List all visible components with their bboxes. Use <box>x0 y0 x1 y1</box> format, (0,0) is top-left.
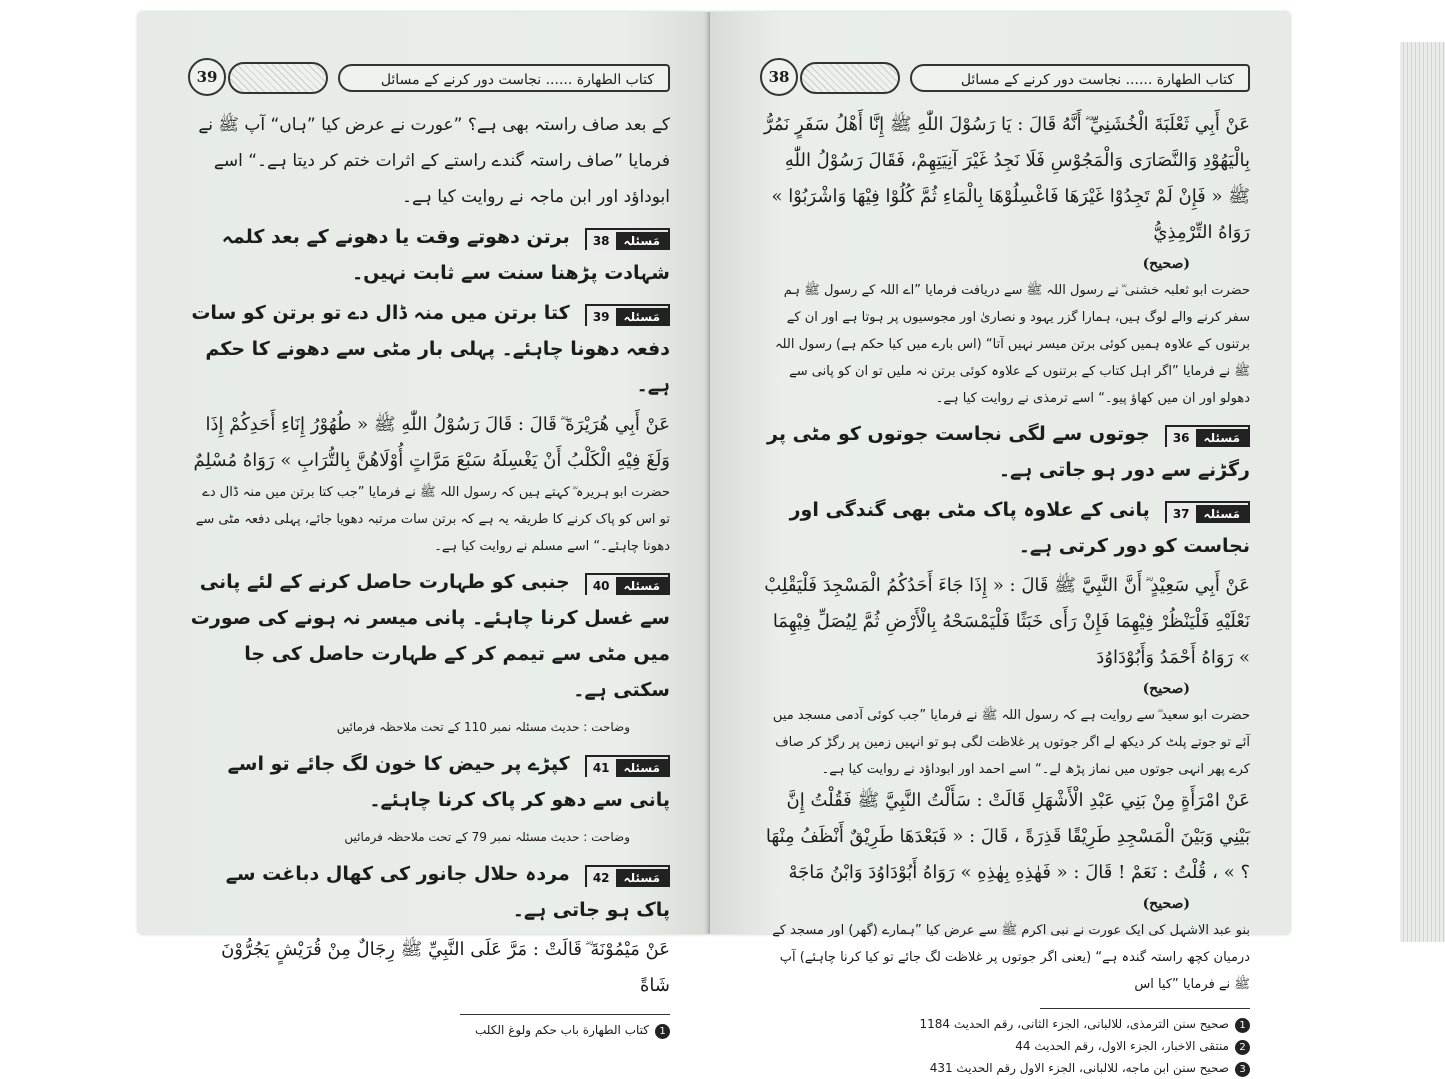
paragraph: کے بعد صاف راستہ بھی ہے؟ ”عورت نے عرض کیا ”ہاں“ آپ ﷺ نے فرمایا ”صاف راستہ گندے راستے کے اثرات ختم کر دیتا ہے۔“ اسے ابوداؤد اور ابن ماجہ نے روایت کیا ہے۔ <box>198 115 670 207</box>
masala-text: کتا برتن میں منہ ڈال دے تو برتن کو سات دفعہ دھونا چاہئے۔ پہلی بار مٹی سے دھونے کا حکم ہے۔ <box>191 302 670 396</box>
hadith-arabic: عَنْ أَبِي سَعِيْدٍ ؓ أَنَّ النَّبِيَّ ﷺ قَالَ : « إِذَا جَاءَ أَحَدُكُمُ الْمَسْجِدَ فَلْيَقْلِبْ نَعْلَيْهِ فَلْيَنْظُرْ فِيْهِمَا فَإِنْ رَأَى خَبَثًا فَلْيَمْسَحْهُ بِالْأَرْضِ ثُمَّ لِيُصَلِّ فِيْهِمَا » رَوَاهُ أَحْمَدُ وَأَبُوْدَاوُدَ <box>764 575 1250 668</box>
footnote-number: 1 <box>1235 1018 1250 1033</box>
header-ornament <box>228 62 328 94</box>
masala-text: پانی کے علاوہ پاک مٹی بھی گندگی اور نجاست کو دور کرتی ہے۔ <box>789 499 1250 557</box>
hadith-arabic: عَنْ أَبِي ثَعْلَبَةَ الْخُشَنِيِّ ؓ أَنَّهُ قَالَ : يَا رَسُوْلَ اللّٰهِ ﷺ إِنَّا أَهْلُ سَفَرٍ نَمُرُّ بِالْيَهُوْدِ وَالنَّصَارَى وَالْمَجُوْسِ فَلَا نَجِدُ غَيْرَ آنِيَتِهِمْ، فَقَالَ رَسُوْلُ اللّٰهِ ﷺ « فَإِنْ لَمْ تَجِدُوْا غَيْرَهَا فَاغْسِلُوْهَا بِالْمَاءِ ثُمَّ كُلُوْا فِيْهَا وَاشْرَبُوْا » رَوَاهُ التِّرْمِذِيُّ <box>763 114 1250 243</box>
masala-number: 36 <box>1167 429 1196 447</box>
header-title: کتاب الطهارة ...... نجاست دور کرنے کے مسائل <box>338 64 670 92</box>
masala-40 <box>188 564 670 708</box>
hadith-grade: (صحیح) <box>1142 896 1190 912</box>
hadith-arabic: عَنْ أَبِي هُرَيْرَةَ ؓ قَالَ : قَالَ رَسُوْلُ اللّٰهِ ﷺ « طُهُوْرُ إِنَاءِ أَحَدِكُمْ إِذَا وَلَغَ فِيْهِ الْكَلْبُ أَنْ يَغْسِلَهُ سَبْعَ مَرَّاتٍ أُوْلَاهُنَّ بِالتُّرَابِ » رَوَاهُ مُسْلِمٌ <box>193 414 670 471</box>
footnote-rule <box>460 1014 670 1015</box>
page-body <box>760 107 1250 1079</box>
open-book <box>138 12 1310 1075</box>
footnote <box>188 1019 670 1041</box>
header-title: کتاب الطهارة ...... نجاست دور کرنے کے مسائل <box>910 64 1250 92</box>
header-ornament <box>800 62 900 94</box>
masala-number: 38 <box>587 232 616 250</box>
masala-number: 37 <box>1167 505 1196 523</box>
masala-badge <box>585 865 670 887</box>
masala-badge <box>585 755 670 777</box>
footnote-text: صحیح سنن الترمذی، للالبانی، الجزء الثانی، رقم الحدیث 1184 <box>919 1017 1229 1031</box>
right-page <box>710 12 1290 1075</box>
masala-number: 41 <box>587 759 616 777</box>
hadith-translation: بنو عبد الاشہل کی ایک عورت نے نبی اکرم ﷺ سے عرض کیا ”ہمارے (گھر) اور مسجد کے درمیان کچھ راستہ گندہ ہے“ (یعنی اگر جوتوں پر غلاظت لگ جائے تو کیا کرنا چاہئے) آپ ﷺ نے فرمایا ”کیا اس <box>772 923 1250 992</box>
clarification-note: وضاحت : حدیث مسئلہ نمبر 79 کے تحت ملاحظہ فرمائیں <box>344 830 630 844</box>
masala-badge <box>1165 501 1250 523</box>
footnote <box>760 1057 1250 1079</box>
page-edges <box>1400 42 1445 942</box>
hadith-translation: حضرت ابو ہریرہ ؓ کہتے ہیں کہ رسول اللہ ﷺ نے فرمایا ”جب کتا برتن میں منہ ڈال دے تو اس کو پاک کرنے کا طریقہ یہ ہے کہ برتن سات مرتبہ دھویا جائے، پہلی دفعہ مٹی سے دھونا چاہئے۔“ اسے مسلم نے روایت کیا ہے۔ <box>195 485 670 554</box>
masala-label: مَسئلہ <box>616 308 668 326</box>
clarification-note: وضاحت : حدیث مسئلہ نمبر 110 کے تحت ملاحظہ فرمائیں <box>336 720 630 734</box>
page-header <box>760 62 1250 96</box>
masala-label: مَسئلہ <box>1196 429 1248 447</box>
hadith-translation: حضرت ابو ثعلبہ خشنی ؓ نے رسول اللہ ﷺ سے دریافت فرمایا ”اے اللہ کے رسول ﷺ ہم سفر کرنے والے لوگ ہیں، ہمارا گزر یہود و نصاریٰ اور مجوسیوں پر ہوتا ہے اور ان کے برتنوں کے علاوہ ہمیں کوئی برتن میسر نہیں آتا“ (اس بارے میں کیا حکم ہے) رسول اللہ ﷺ نے فرمایا ”اگر اہل کتاب کے برتنوں کے علاوہ کوئی برتن نہ ملیں تو ان کو پانی سے دھولو اور ان میں کھاؤ پیو۔“ اسے ترمذی نے روایت کیا ہے۔ <box>774 283 1250 406</box>
masala-label: مَسئلہ <box>616 759 668 777</box>
hadith-arabic: عَنْ امْرَأَةٍ مِنْ بَنِي عَبْدِ الْأَشْهَلِ قَالَتْ : سَأَلْتُ النَّبِيَّ ﷺ فَقُلْتُ إِنَّ بَيْنِي وَبَيْنَ الْمَسْجِدِ طَرِيْقًا قَذِرَةً ، قَالَ : « فَبَعْدَهَا طَرِيْقٌ أَنْظَفُ مِنْهَا ؟ » ، قُلْتُ : نَعَمْ ! قَالَ : « فَهٰذِهِ بِهٰذِهِ » رَوَاهُ أَبُوْدَاوُدَ وَابْنُ مَاجَهْ <box>765 790 1250 883</box>
page-number: 39 <box>188 58 226 96</box>
masala-text: برتن دھوتے وقت یا دھونے کے بعد کلمہ شہادت پڑھنا سنت سے ثابت نہیں۔ <box>221 226 670 284</box>
masala-badge <box>1165 425 1250 447</box>
footnote-number: 3 <box>1235 1062 1250 1077</box>
masala-number: 42 <box>587 869 616 887</box>
masala-36 <box>760 416 1250 488</box>
page-number: 38 <box>760 58 798 96</box>
masala-text: مردہ حلال جانور کی کھال دباغت سے پاک ہو جاتی ہے۔ <box>225 863 670 921</box>
footnote-number: 2 <box>1235 1040 1250 1055</box>
masala-label: مَسئلہ <box>616 869 668 887</box>
page-header <box>188 62 670 96</box>
footnote-text: صحیح سنن ابن ماجه، للالبانی، الجزء الاول رقم الحدیث 431 <box>929 1061 1229 1075</box>
masala-text: جوتوں سے لگی نجاست جوتوں کو مٹی پر رگڑنے سے دور ہو جاتی ہے۔ <box>767 423 1250 481</box>
masala-42 <box>188 856 670 928</box>
page-body <box>188 107 670 1041</box>
masala-label: مَسئلہ <box>616 577 668 595</box>
masala-badge <box>585 228 670 250</box>
masala-39 <box>188 295 670 403</box>
hadith-grade: (صحیح) <box>1142 256 1190 272</box>
left-page <box>138 12 710 1037</box>
hadith-translation: حضرت ابو سعید ؓ سے روایت ہے کہ رسول اللہ ﷺ نے فرمایا ”جب کوئی آدمی مسجد میں آئے تو جوتے پلٹ کر دیکھ لے اگر جوتوں پر غلاظت لگی ہو تو انہیں زمین پر رگڑ کر صاف کرے پھر انہی جوتوں میں نماز پڑھ لے۔“ اسے احمد اور ابوداؤد نے روایت کیا ہے۔ <box>772 708 1250 777</box>
masala-label: مَسئلہ <box>1196 505 1248 523</box>
masala-label: مَسئلہ <box>616 232 668 250</box>
footnote <box>760 1035 1250 1057</box>
footnote-text: کتاب الطهارة باب حکم ولوغ الکلب <box>475 1023 649 1037</box>
footnote-number: 1 <box>655 1024 670 1039</box>
masala-number: 40 <box>587 577 616 595</box>
hadith-grade: (صحیح) <box>1142 681 1190 697</box>
footnote <box>760 1013 1250 1035</box>
masala-number: 39 <box>587 308 616 326</box>
masala-text: کپڑے پر حیض کا خون لگ جائے تو اسے پانی سے دھو کر پاک کرنا چاہئے۔ <box>227 753 670 811</box>
masala-37 <box>760 492 1250 564</box>
footnote-text: منتقی الاخبار، الجزء الاول، رقم الحدیث 44 <box>1015 1039 1229 1053</box>
hadith-arabic: عَنْ مَيْمُوْنَةَ ؓ قَالَتْ : مَرَّ عَلَى النَّبِيِّ ﷺ رِجَالٌ مِنْ قُرَيْشٍ يَجُرُّوْنَ شَاةً <box>221 939 670 996</box>
masala-41 <box>188 746 670 818</box>
masala-38 <box>188 219 670 291</box>
masala-badge <box>585 304 670 326</box>
masala-text: جنبی کو طہارت حاصل کرنے کے لئے پانی سے غسل کرنا چاہئے۔ پانی میسر نہ ہونے کی صورت میں مٹی سے تیمم کر کے طہارت حاصل کی جا سکتی ہے۔ <box>190 571 670 701</box>
masala-badge <box>585 573 670 595</box>
footnote-rule <box>1040 1008 1250 1009</box>
